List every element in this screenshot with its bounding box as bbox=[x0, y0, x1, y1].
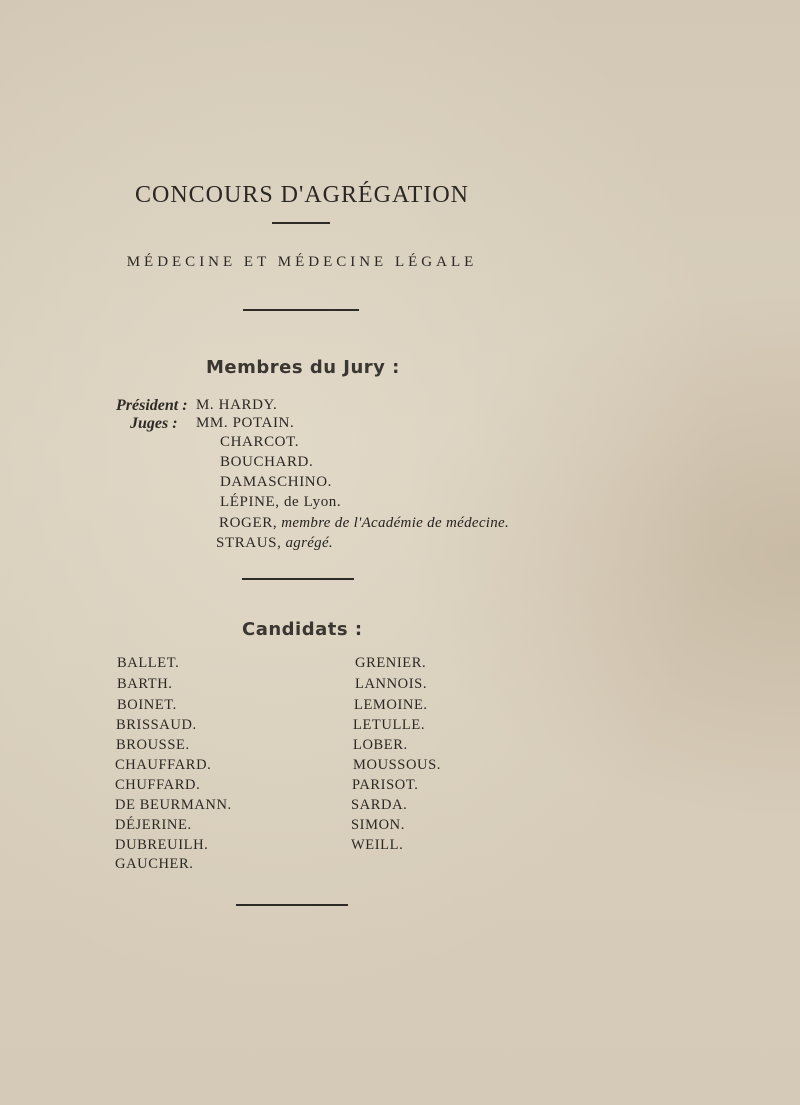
title-rule bbox=[272, 222, 330, 224]
judge-name: LÉPINE, de Lyon. bbox=[220, 494, 342, 510]
jury-rule bbox=[242, 578, 354, 580]
president-label: Président : bbox=[116, 397, 188, 414]
judge-entry bbox=[219, 514, 509, 532]
judge-name: DAMASCHINO. bbox=[220, 474, 333, 490]
candidate-right: WEILL. bbox=[351, 837, 404, 853]
judge-name: STRAUS, bbox=[216, 535, 282, 551]
candidate-left: BARTH. bbox=[117, 676, 173, 692]
judge-name: MM. POTAIN. bbox=[196, 415, 295, 431]
candidate-right: SARDA. bbox=[351, 797, 408, 813]
candidate-right: SIMON. bbox=[351, 817, 405, 833]
president-name: M. HARDY. bbox=[196, 397, 278, 413]
candidate-left: CHUFFARD. bbox=[115, 777, 201, 793]
judges-label: Juges : bbox=[130, 415, 178, 432]
page-title: CONCOURS D'AGRÉGATION bbox=[134, 182, 469, 208]
candidate-left: CHAUFFARD. bbox=[115, 757, 212, 773]
candidate-right: LOBER. bbox=[353, 737, 408, 753]
footer-rule bbox=[236, 904, 348, 906]
judge-entry bbox=[216, 534, 333, 552]
judge-name: BOUCHARD. bbox=[220, 454, 314, 470]
candidate-right: GRENIER. bbox=[355, 655, 427, 671]
candidate-right: LETULLE. bbox=[353, 717, 426, 733]
jury-heading: Membres du Jury : bbox=[206, 357, 400, 378]
candidate-left: BOINET. bbox=[117, 697, 177, 713]
page-subtitle: MÉDECINE ET MÉDECINE LÉGALE bbox=[126, 254, 478, 270]
candidate-right: LANNOIS. bbox=[355, 676, 428, 692]
candidate-right: PARISOT. bbox=[352, 777, 419, 793]
candidates-heading: Candidats : bbox=[242, 619, 363, 640]
candidate-right: MOUSSOUS. bbox=[353, 757, 441, 773]
judge-name: CHARCOT. bbox=[220, 434, 300, 450]
candidate-left: BROUSSE. bbox=[116, 737, 190, 753]
candidate-left: DÉJERINE. bbox=[115, 817, 192, 833]
subtitle-rule bbox=[243, 309, 359, 311]
candidate-right: LEMOINE. bbox=[354, 697, 428, 713]
judge-name: ROGER, bbox=[219, 515, 278, 531]
candidate-left: BRISSAUD. bbox=[116, 717, 197, 733]
candidate-left: DUBREUILH. bbox=[115, 837, 209, 853]
judge-note: agrégé. bbox=[285, 535, 333, 551]
candidate-left: GAUCHER. bbox=[115, 856, 194, 872]
candidate-left: DE BEURMANN. bbox=[115, 797, 232, 813]
judge-note: membre de l'Académie de médecine. bbox=[281, 515, 510, 531]
candidate-left: BALLET. bbox=[117, 655, 180, 671]
